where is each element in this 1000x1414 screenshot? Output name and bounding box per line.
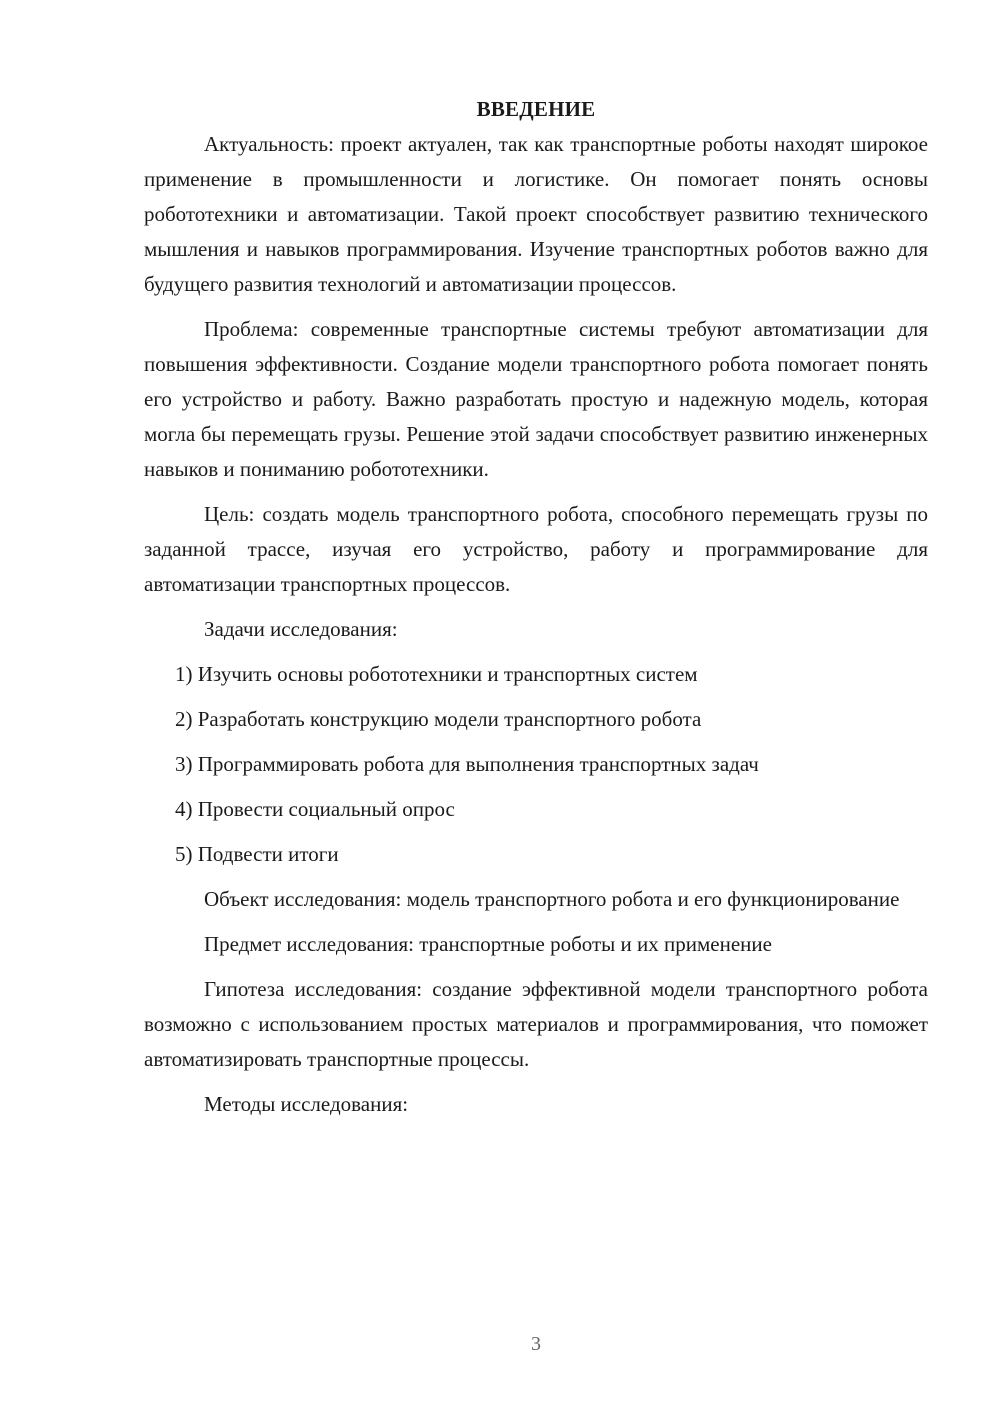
list-item: 2) Разработать конструкцию модели транспортного робота bbox=[175, 707, 702, 731]
object-paragraph: Объект исследования: модель транспортного робота и его функционирование bbox=[204, 887, 900, 911]
document-page bbox=[144, 92, 928, 1122]
methods-title: Методы исследования: bbox=[204, 1092, 409, 1116]
tasks-list bbox=[144, 657, 928, 872]
page-number: 3 bbox=[531, 1333, 541, 1355]
tasks-title: Задачи исследования: bbox=[204, 617, 398, 641]
list-item: 3) Программировать робота для выполнения транспортных задач bbox=[175, 752, 759, 776]
subject-paragraph: Предмет исследования: транспортные роботы и их применение bbox=[204, 932, 772, 956]
list-item: 1) Изучить основы робототехники и транспортных систем bbox=[175, 662, 698, 686]
section-heading: ВВЕДЕНИЕ bbox=[476, 97, 596, 121]
hypothesis-paragraph: Гипотеза исследования: создание эффективной модели транспортного робота возможно с использованием простых материалов и программирования, что поможет автоматизировать транспортные процессы. bbox=[144, 977, 928, 1071]
goal-paragraph: Цель: создать модель транспортного робота, способного перемещать грузы по заданной трассе, изучая его устройство, работу и программирование для автоматизации транспортных процессов. bbox=[144, 502, 928, 596]
relevance-paragraph: Актуальность: проект актуален, так как транспортные роботы находят широкое применение в промышленности и логистике. Он помогает понять основы робототехники и автоматизации. Такой проект способствует развитию технического мышления и навыков программирования. Изучение транспортных роботов важно для будущего развития технологий и автоматизации процессов. bbox=[144, 132, 928, 296]
list-item: 5) Подвести итоги bbox=[175, 842, 339, 866]
problem-paragraph: Проблема: современные транспортные системы требуют автоматизации для повышения эффективности. Создание модели транспортного робота помогает понять его устройство и работу. Важно разработать простую и надежную модель, которая могла бы перемещать грузы. Решение этой задачи способствует развитию инженерных навыков и пониманию робототехники. bbox=[144, 317, 928, 481]
list-item: 4) Провести социальный опрос bbox=[175, 797, 455, 821]
